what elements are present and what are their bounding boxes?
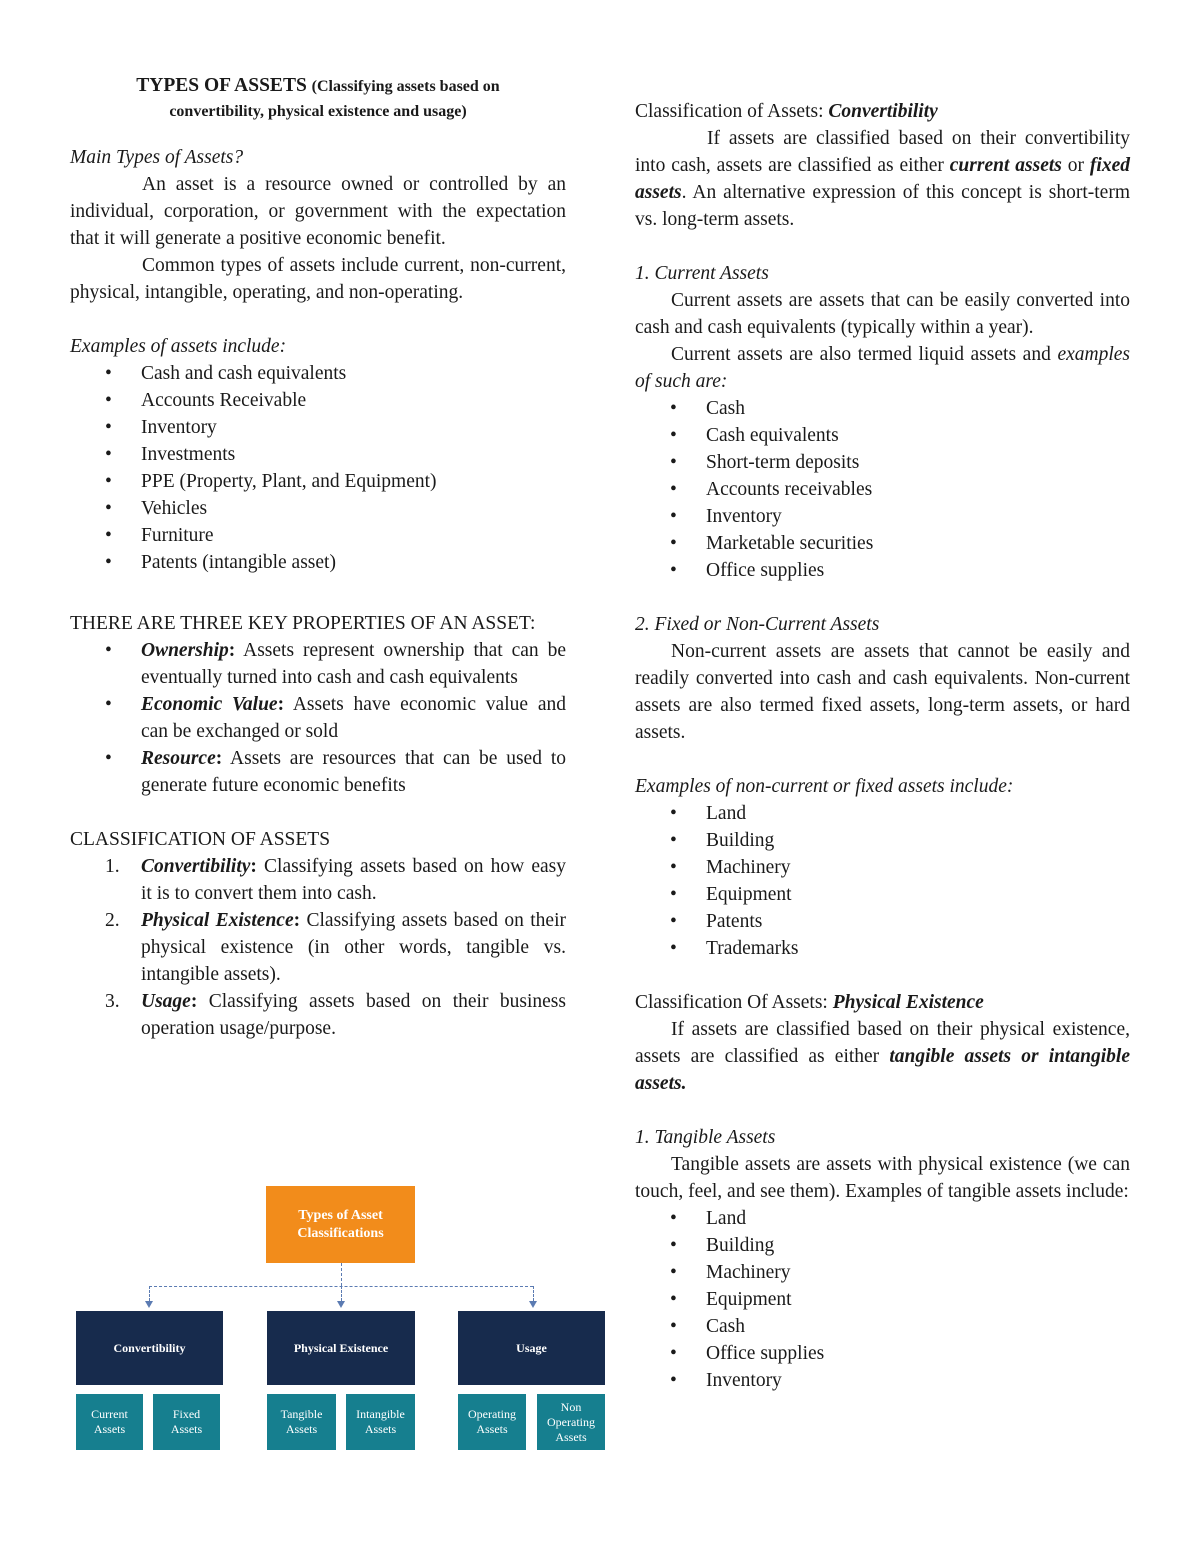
common-types-paragraph: Common types of assets include current, non-current, physical, intangible, operating, and non-operating.	[70, 255, 566, 303]
diagram-leaf-box: Non Operating Assets	[537, 1394, 605, 1450]
list-item: • Machinery	[635, 1259, 1130, 1286]
property-text: Assets are resources that can be used to generate future economic benefits	[141, 748, 566, 796]
list-item: • Land	[635, 1205, 1130, 1232]
list-item: • Ownership: Assets represent ownership that can be eventually turned into cash and cash equivalents	[70, 637, 566, 691]
list-item: • Short-term deposits	[635, 449, 1130, 476]
list-item: • Office supplies	[635, 557, 1130, 584]
classification-list	[70, 853, 566, 1042]
arrow-down-icon	[337, 1301, 345, 1308]
properties-list	[70, 637, 566, 799]
diagram-leaf-box: Operating Assets	[458, 1394, 526, 1450]
classification-term: Usage	[141, 991, 191, 1012]
left-column	[70, 144, 566, 1042]
list-item: • Building	[635, 1232, 1130, 1259]
list-item: • Inventory	[635, 503, 1130, 530]
list-item: • Land	[635, 800, 1130, 827]
right-column	[635, 98, 1130, 1394]
current-assets-heading: 1. Current Assets	[635, 263, 769, 284]
examples-list	[70, 360, 566, 576]
tangible-assets-heading: 1. Tangible Assets	[635, 1127, 776, 1148]
diagram-category-box: Usage	[458, 1311, 605, 1385]
properties-heading: THERE ARE THREE KEY PROPERTIES OF AN ASSET:	[70, 613, 536, 634]
physical-existence-heading: Classification Of Assets: Physical Existence	[635, 992, 984, 1013]
fixed-examples-heading: Examples of non-current or fixed assets include:	[635, 776, 1014, 797]
classification-heading: CLASSIFICATION OF ASSETS	[70, 829, 331, 850]
diagram-connector	[341, 1286, 342, 1301]
tangible-assets-list	[635, 1205, 1130, 1394]
property-term: Resource	[141, 748, 216, 769]
list-item: • Accounts Receivable	[70, 387, 566, 414]
diagram-leaf-box: Current Assets	[76, 1394, 143, 1450]
main-types-heading: Main Types of Assets?	[70, 147, 244, 168]
current-assets-list	[635, 395, 1130, 584]
tangible-assets-paragraph: Tangible assets are assets with physical existence (we can touch, feel, and see them). Examples of tangible assets include:	[635, 1154, 1130, 1202]
list-item: 2. Physical Existence: Classifying assets based on their physical existence (in other words, tangible vs. intangible assets).	[105, 910, 567, 985]
list-item: • Resource: Assets are resources that can be used to generate future economic benefits	[70, 745, 566, 799]
diagram-connector	[149, 1286, 150, 1301]
arrow-down-icon	[529, 1301, 537, 1308]
convertibility-paragraph: If assets are classified based on their convertibility into cash, assets are classified as either current assets or fixed assets. An alternative expression of this concept is short-term vs. long-term assets.	[635, 128, 1130, 230]
list-item: • Office supplies	[635, 1340, 1130, 1367]
fixed-assets-list	[635, 800, 1130, 962]
property-text: Assets represent ownership that can be eventually turned into cash and cash equivalents	[141, 640, 566, 688]
list-item: • Accounts receivables	[635, 476, 1130, 503]
diagram-leaf-box: Tangible Assets	[267, 1394, 336, 1450]
property-term: Ownership	[141, 640, 229, 661]
examples-heading: Examples of assets include:	[70, 336, 287, 357]
list-item: • Patents	[635, 908, 1130, 935]
list-item: • Cash equivalents	[635, 422, 1130, 449]
list-item: • Inventory	[635, 1367, 1130, 1394]
list-item: • Vehicles	[70, 495, 566, 522]
list-item: • Machinery	[635, 854, 1130, 881]
list-item: • Patents (intangible asset)	[70, 549, 566, 576]
list-item: • Cash and cash equivalents	[70, 360, 566, 387]
document-title	[70, 74, 566, 124]
title-sub-line2: convertibility, physical existence and usage)	[169, 103, 467, 120]
fixed-assets-paragraph: Non-current assets are assets that cannot be easily and readily converted into cash and cash equivalents. Non-current assets are also termed fixed assets, long-term assets, or hard assets.	[635, 641, 1130, 743]
property-term: Economic Value	[141, 694, 278, 715]
convertibility-heading: Classification of Assets: Convertibility	[635, 101, 938, 122]
list-item: • Investments	[70, 441, 566, 468]
diagram-leaf-box: Intangible Assets	[346, 1394, 415, 1450]
list-item: • PPE (Property, Plant, and Equipment)	[70, 468, 566, 495]
list-item: • Trademarks	[635, 935, 1130, 962]
diagram-leaf-box: Fixed Assets	[153, 1394, 220, 1450]
diagram-category-box: Convertibility	[76, 1311, 223, 1385]
list-item: • Cash	[635, 395, 1130, 422]
list-item: • Inventory	[70, 414, 566, 441]
classification-term: Convertibility	[141, 856, 251, 877]
asset-definition-paragraph: An asset is a resource owned or controlled by an individual, corporation, or government with the expectation that it will generate a positive economic benefit.	[70, 174, 566, 249]
title-main: TYPES OF ASSETS	[136, 75, 307, 96]
diagram-connector	[341, 1263, 342, 1286]
list-item: • Equipment	[635, 1286, 1130, 1313]
property-text: Assets have economic value and can be exchanged or sold	[141, 694, 566, 742]
title-sub-line1: (Classifying assets based on	[311, 78, 500, 95]
list-item: • Marketable securities	[635, 530, 1130, 557]
asset-classification-diagram	[70, 1186, 610, 1456]
physical-existence-paragraph: If assets are classified based on their physical existence, assets are classified as either tangible assets or intangible assets.	[635, 1019, 1130, 1094]
list-item: • Building	[635, 827, 1130, 854]
list-item: • Furniture	[70, 522, 566, 549]
list-item: 3. Usage: Classifying assets based on their business operation usage/purpose.	[105, 991, 566, 1039]
list-item: 1. Convertibility: Classifying assets based on how easy it is to convert them into cash.	[105, 856, 566, 904]
classification-term: Physical Existence	[141, 910, 294, 931]
current-assets-paragraph: Current assets are assets that can be easily converted into cash and cash equivalents (typically within a year).	[635, 290, 1130, 338]
diagram-connector	[533, 1286, 534, 1301]
list-item: • Equipment	[635, 881, 1130, 908]
arrow-down-icon	[145, 1301, 153, 1308]
list-item: • Economic Value: Assets have economic value and can be exchanged or sold	[70, 691, 566, 745]
diagram-category-box: Physical Existence	[267, 1311, 415, 1385]
list-item: • Cash	[635, 1313, 1130, 1340]
current-assets-paragraph-2: Current assets are also termed liquid assets and examples of such are:	[635, 344, 1130, 392]
fixed-assets-heading: 2. Fixed or Non-Current Assets	[635, 614, 880, 635]
diagram-root-box: Types of Asset Classifications	[266, 1186, 415, 1263]
